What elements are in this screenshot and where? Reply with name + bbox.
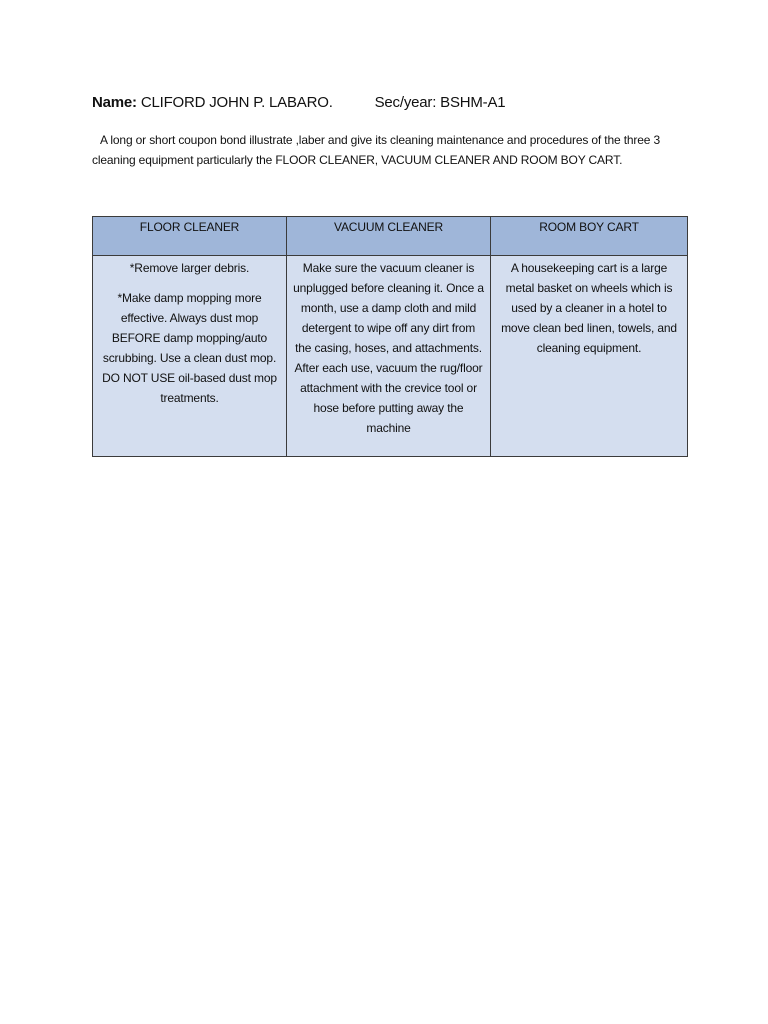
room-boy-cart-text: A housekeeping cart is a large metal basket on wheels which is used by a cleaner in a hotel to move clean bed linen, towels, and cleaning equipment. (501, 261, 677, 355)
student-name: CLIFORD JOHN P. LABARO. (140, 94, 333, 111)
name-label: Name: (92, 94, 137, 111)
floor-cleaner-step-2: *Make damp mopping more effective. Always dust mop BEFORE damp mopping/auto scrubbing. Use a clean dust mop. DO NOT USE oil-based dust mop treatments. (102, 291, 277, 405)
table-row (93, 256, 688, 457)
room-boy-cart-cell (491, 256, 688, 457)
floor-cleaner-cell (93, 256, 287, 457)
student-info-line (92, 94, 505, 111)
vacuum-cleaner-cell (287, 256, 491, 457)
section-value: BSHM-A1 (440, 94, 506, 111)
section-label: Sec/year: (374, 94, 437, 111)
floor-cleaner-step-1: *Remove larger debris. (129, 261, 250, 275)
column-header-vacuum-cleaner: VACUUM CLEANER (287, 217, 491, 256)
column-header-room-boy-cart: ROOM BOY CART (491, 217, 688, 256)
table-header-row (93, 217, 688, 256)
column-header-floor-cleaner: FLOOR CLEANER (93, 217, 287, 256)
instructions-text: A long or short coupon bond illustrate ,laber and give its cleaning maintenance and procedures of the three 3 cleaning equipment particularly the FLOOR CLEANER, VACUUM CLEANER AND ROOM BOY CART. (92, 133, 661, 167)
vacuum-cleaner-text: Make sure the vacuum cleaner is unplugged before cleaning it. Once a month, use a damp cloth and mild detergent to wipe off any dirt from the casing, hoses, and attachments. After each use, vacuum the rug/floor attachment with the crevice tool or hose before putting away the machine (293, 261, 484, 435)
cleaning-equipment-table (92, 216, 688, 457)
instructions-paragraph (92, 130, 684, 170)
